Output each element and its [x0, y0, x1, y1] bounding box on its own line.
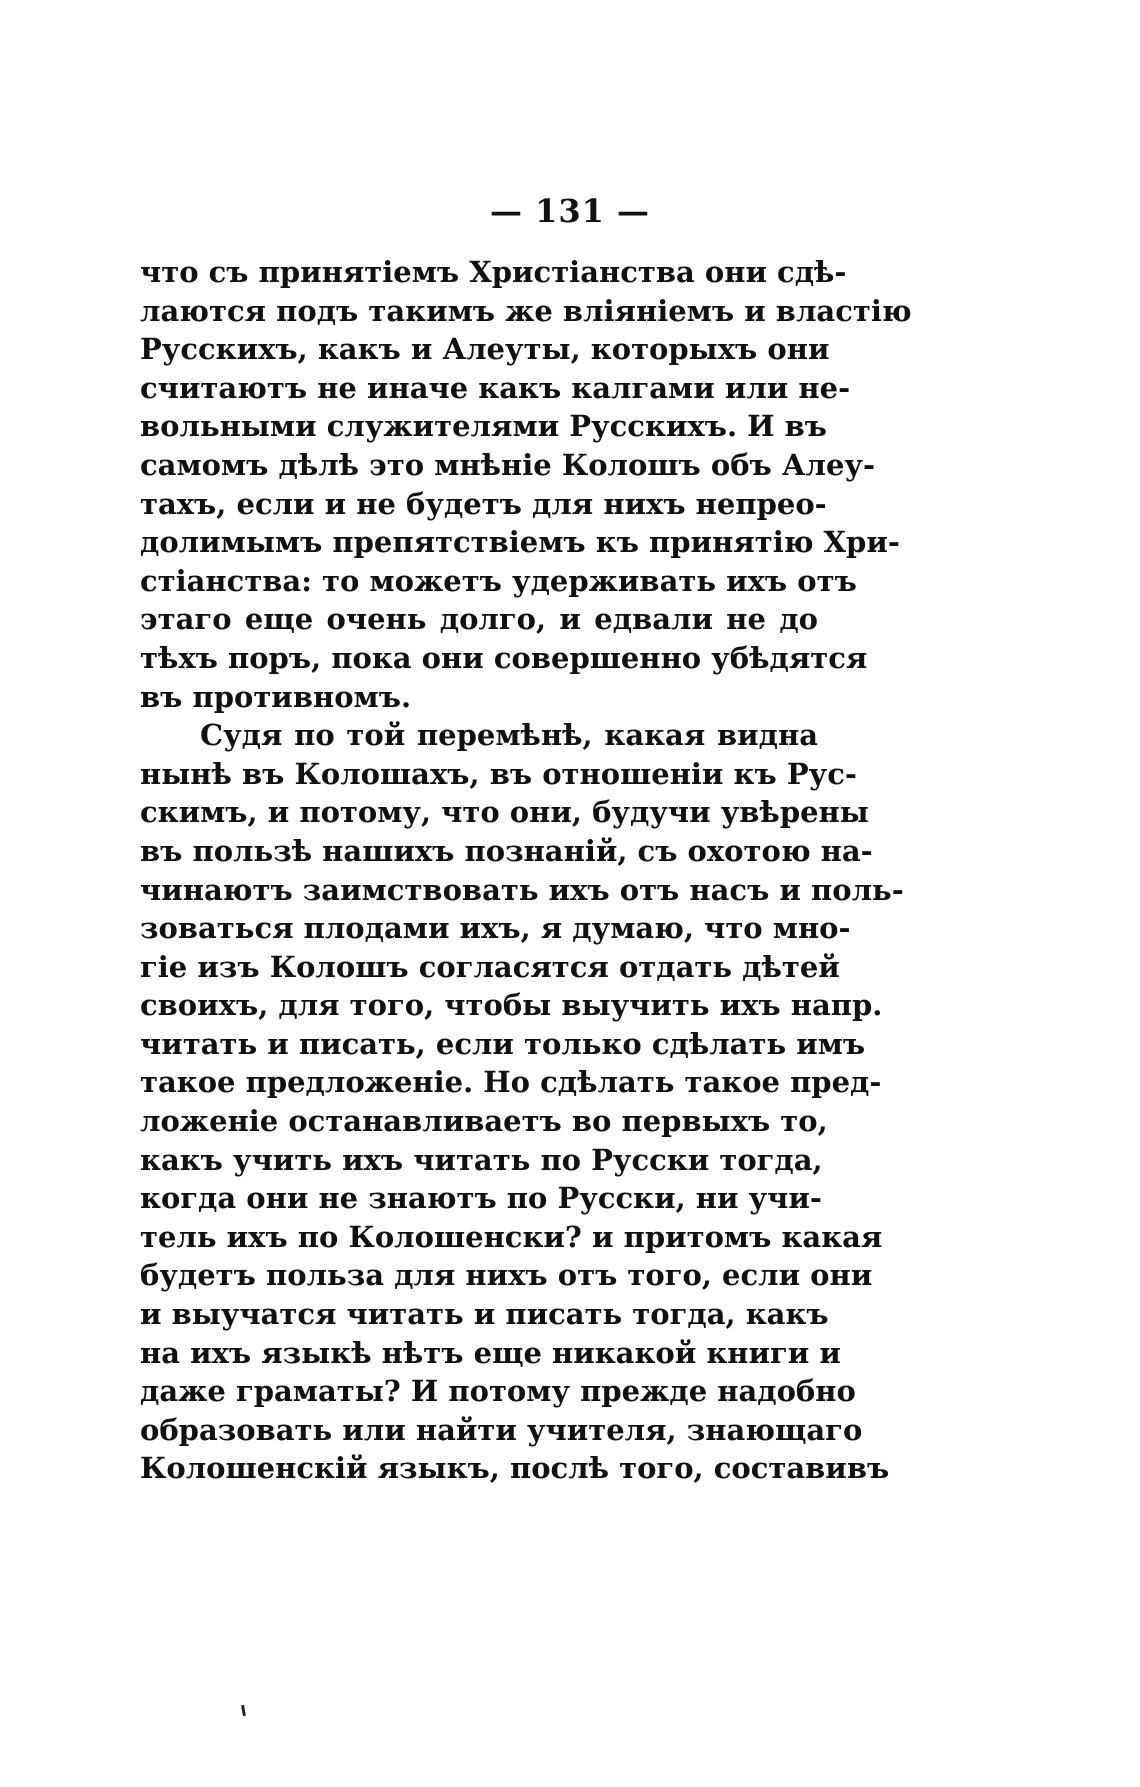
text-line: лаются подъ такимъ же вліяніемъ и властію	[140, 293, 912, 328]
text-line: нынѣ въ Колошахъ, въ отношеніи къ Рус-	[140, 756, 857, 791]
text-line: даже граматы? И потому прежде надобно	[140, 1374, 856, 1409]
text-line: считаютъ не иначе какъ калгами или не-	[140, 370, 851, 405]
text-line: долимымъ препятствіемъ къ принятію Хри-	[140, 525, 900, 560]
text-line: тѣхъ поръ, пока они совершенно убѣдятся	[140, 640, 868, 675]
text-line: своихъ, для того, чтобы выучить ихъ напр.	[140, 988, 883, 1023]
text-line: что съ принятіемъ Христіанства они сдѣ-	[140, 255, 847, 289]
text-line: тель ихъ по Колошенски? и притомъ какая	[140, 1219, 883, 1254]
text-line: вольными служителями Русскихъ. И въ	[140, 409, 828, 444]
text-line: ложеніе останавливаетъ во первыхъ то,	[140, 1104, 828, 1139]
paragraph-end-line: въ противномъ.	[140, 679, 412, 714]
text-line: Русскихъ, какъ и Алеуты, которыхъ они	[140, 332, 830, 367]
ink-mark	[241, 1705, 246, 1716]
text-line: на ихъ языкѣ нѣтъ еще никакой книги и	[140, 1335, 841, 1370]
text-line: стіанства: то можетъ удерживать ихъ отъ	[140, 563, 857, 598]
text-line: зоваться плодами ихъ, я думаю, что мно-	[140, 911, 851, 946]
page-number: — 131 —	[489, 192, 651, 230]
text-line: гіе изъ Колошъ согласятся отдать дѣтей	[140, 949, 840, 984]
text-line: въ пользѣ нашихъ познаній, съ охотою на-	[140, 833, 873, 868]
body-text	[140, 253, 912, 1488]
text-line: скимъ, и потому, что они, будучи увѣрены	[140, 795, 869, 830]
text-line: образовать или найти учителя, знающаго	[140, 1412, 863, 1447]
text-line: и выучатся читать и писать тогда, какъ	[140, 1297, 829, 1332]
text-line: будетъ польза для нихъ отъ того, если они	[140, 1258, 873, 1293]
text-line: самомъ дѣлѣ это мнѣніе Колошъ объ Алеу-	[140, 447, 875, 482]
text-line: Колошенскій языкъ, послѣ того, составивъ	[140, 1451, 890, 1486]
text-line: чинаютъ заимствовать ихъ отъ насъ и поль-	[140, 872, 904, 907]
text-line: какъ учить ихъ читать по Русски тогда,	[140, 1142, 823, 1177]
paragraph-start-line: Судя по той перемѣнѣ, какая видна	[200, 718, 818, 753]
text-line: такое предложеніе. Но сдѣлать такое пред-	[140, 1065, 882, 1100]
text-line: этаго еще очень долго, и едвали не до	[140, 602, 818, 637]
text-line: когда они не знаютъ по Русски, ни учи-	[140, 1181, 822, 1216]
text-line: тахъ, если и не будетъ для нихъ непрео-	[140, 486, 827, 521]
text-line: читать и писать, если только сдѣлать имъ	[140, 1026, 866, 1061]
